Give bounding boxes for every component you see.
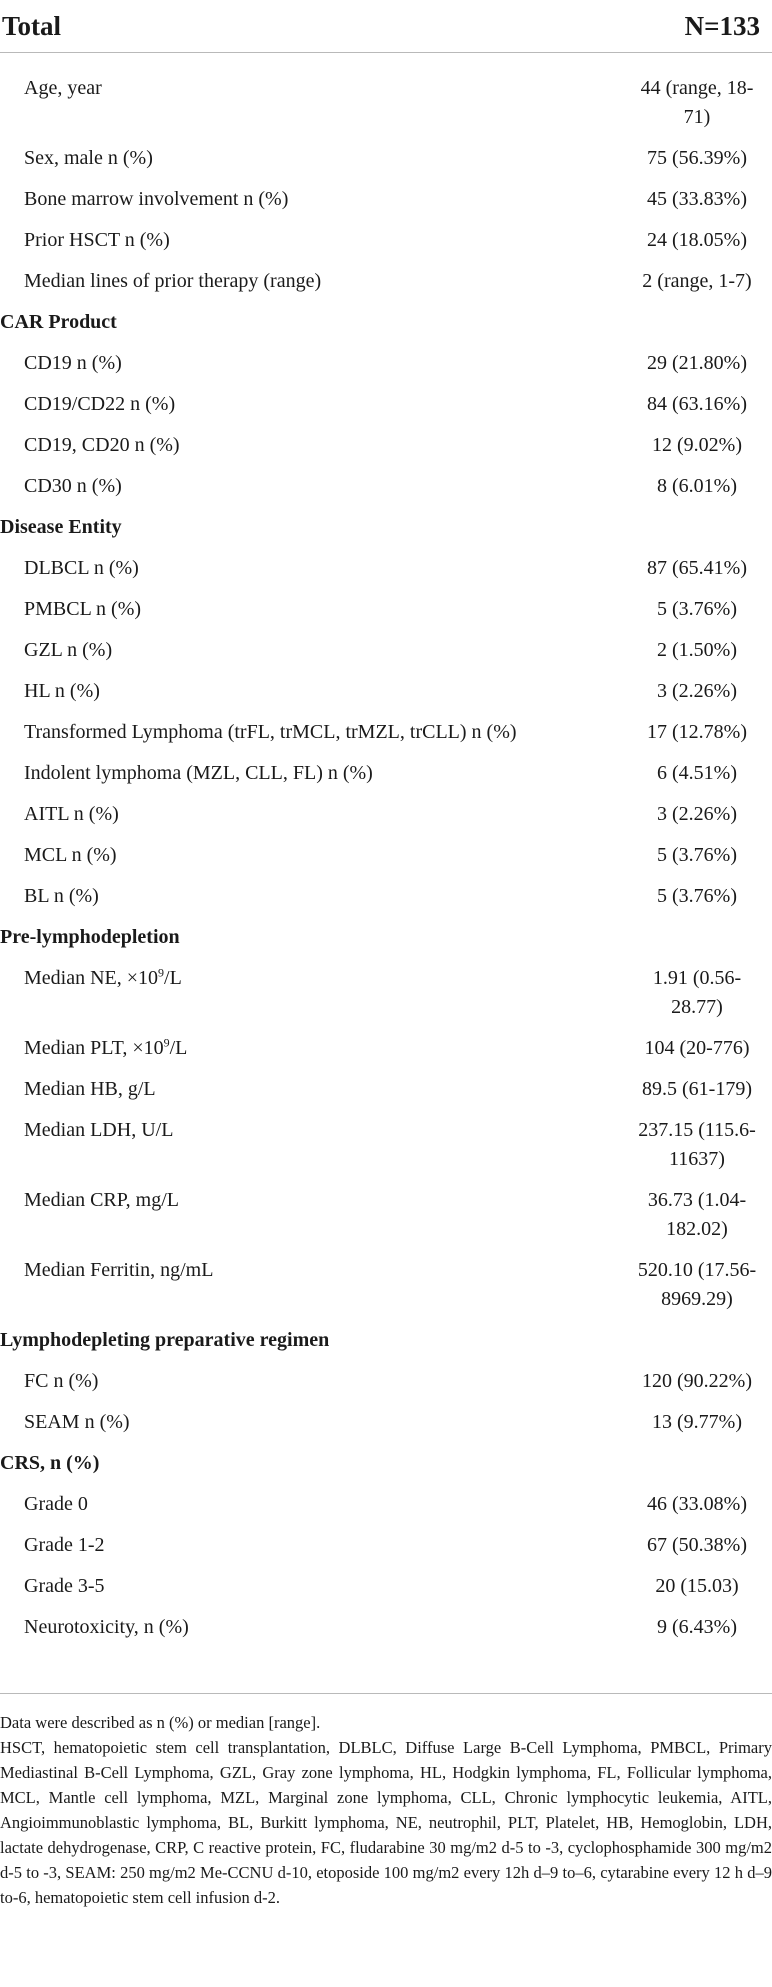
row-label: Median Ferritin, ng/mL [24, 1259, 214, 1281]
row-value: 3 (2.26%) [657, 803, 737, 825]
row-value: 9 (6.43%) [657, 1616, 737, 1638]
table-row [0, 343, 772, 384]
row-value: 104 (20-776) [644, 1037, 750, 1059]
row-label: Median PLT, $\times 10^9/L$ [24, 1035, 188, 1059]
row-value: 89.5 (61-179) [642, 1078, 752, 1100]
footnote-note: Data were described as n (%) or median [range]. [0, 1713, 321, 1732]
row-label: HL n (%) [24, 680, 100, 702]
row-label: Neurotoxicity, n (%) [24, 1616, 189, 1638]
table-row [0, 548, 772, 589]
table-row [0, 1607, 772, 1648]
section-heading [0, 507, 772, 548]
row-label: BL n (%) [24, 885, 99, 907]
table-row [0, 1402, 772, 1443]
row-value: 6 (4.51%) [657, 762, 737, 784]
row-label: Age, year [24, 77, 102, 99]
table-row [0, 671, 772, 712]
row-value: 44 (range, 18-71) [640, 77, 754, 128]
table-footnote [0, 1693, 772, 1910]
row-label: Median HB, g/L [24, 1078, 156, 1100]
row-label: Sex, male n (%) [24, 147, 153, 169]
row-value: 13 (9.77%) [652, 1411, 742, 1433]
section-label: Pre-lymphodepletion [0, 926, 180, 948]
header-total: Total [2, 10, 62, 41]
row-value: 12 (9.02%) [652, 434, 742, 456]
row-label: Grade 0 [24, 1493, 88, 1515]
table-row [0, 261, 772, 302]
table-row [0, 138, 772, 179]
table-row [0, 425, 772, 466]
row-value: 24 (18.05%) [647, 229, 747, 251]
table-row [0, 794, 772, 835]
row-value: 87 (65.41%) [647, 557, 747, 579]
table-row [0, 1484, 772, 1525]
section-heading [0, 917, 772, 958]
row-value: 2 (range, 1-7) [642, 270, 752, 292]
row-label: Transformed Lymphoma (trFL, trMCL, trMZL, trCLL) n (%) [24, 721, 517, 743]
table-row [0, 1250, 772, 1320]
row-value: 8 (6.01%) [657, 475, 737, 497]
row-label: Indolent lymphoma (MZL, CLL, FL) n (%) [24, 762, 373, 784]
table-row [0, 753, 772, 794]
table-row [0, 1361, 772, 1402]
row-label: CD30 n (%) [24, 475, 122, 497]
section-label: CAR Product [0, 311, 117, 333]
table-header [0, 0, 772, 53]
section-heading [0, 1443, 772, 1484]
row-value: 45 (33.83%) [647, 188, 747, 210]
table-row [0, 1525, 772, 1566]
row-label: GZL n (%) [24, 639, 113, 661]
section-label: CRS, n (%) [0, 1452, 100, 1474]
row-value: 2 (1.50%) [657, 639, 737, 661]
row-label: DLBCL n (%) [24, 557, 139, 579]
row-value: 46 (33.08%) [647, 1493, 747, 1515]
row-label: Grade 1-2 [24, 1534, 105, 1556]
table-row [0, 384, 772, 425]
row-value: 17 (12.78%) [647, 721, 747, 743]
row-value: 29 (21.80%) [647, 352, 747, 374]
table-body [0, 53, 772, 1648]
row-value: 75 (56.39%) [647, 147, 747, 169]
row-value: 1.91 (0.56-28.77) [652, 967, 742, 1018]
table-row [0, 1180, 772, 1250]
table-row [0, 876, 772, 917]
row-label: Median LDH, U/L [24, 1119, 174, 1141]
row-label: Median NE, $\times 10^9/L$ [24, 965, 182, 989]
table-row [0, 630, 772, 671]
row-value: 67 (50.38%) [647, 1534, 747, 1556]
table-row [0, 835, 772, 876]
table-row [0, 1028, 772, 1069]
row-label: MCL n (%) [24, 844, 117, 866]
table-row [0, 68, 772, 138]
row-value: 20 (15.03) [655, 1575, 739, 1597]
row-value: 3 (2.26%) [657, 680, 737, 702]
row-value: 5 (3.76%) [657, 885, 737, 907]
row-label: Median CRP, mg/L [24, 1189, 180, 1211]
row-value: 237.15 (115.6-11637) [638, 1119, 756, 1170]
section-heading [0, 1320, 772, 1361]
row-label: CD19/CD22 n (%) [24, 393, 176, 415]
row-label: Median lines of prior therapy (range) [24, 270, 322, 292]
table-row [0, 589, 772, 630]
table-row [0, 958, 772, 1028]
section-heading [0, 302, 772, 343]
row-label: FC n (%) [24, 1370, 99, 1392]
footnote-abbreviations: HSCT, hematopoietic stem cell transplantation, DLBLC, Diffuse Large B-Cell Lymphoma, PMBCL, Primary Mediastinal B-Cell Lymphoma, GZL, Gray zone lymphoma, HL, Hodgkin lymphoma, FL, Follicular lymphoma, MCL, Mantle cell lymphoma, MZL, Marginal zone lymphoma, CLL, Chronic lymphocytic leukemia, AITL, Angioimmunoblastic lymphoma, BL, Burkitt lymphoma, NE, neutrophil, PLT, Platelet, HB, Hemoglobin, LDH, lactate dehydrogenase, CRP, C reactive protein, FC, fludarabine 30 mg/m2 d-5 to -3, cyclophosphamide 300 mg/m2 d-5 to -3, SEAM: 250 mg/m2 Me-CCNU d-10, etoposide 100 mg/m2 every 12h d–9 to–6, cytarabine every 12 h d–9 to-6, hematopoietic stem cell infusion d-2. [0, 1738, 772, 1907]
table-row [0, 466, 772, 507]
row-label: Prior HSCT n (%) [24, 229, 170, 251]
table-row [0, 1069, 772, 1110]
table-row [0, 1110, 772, 1180]
table-row [0, 179, 772, 220]
section-label: Lymphodepleting preparative regimen [0, 1329, 330, 1351]
row-value: 36.73 (1.04-182.02) [647, 1189, 747, 1240]
row-label: PMBCL n (%) [24, 598, 142, 620]
row-label: AITL n (%) [24, 803, 119, 825]
section-label: Disease Entity [0, 516, 122, 538]
row-label: CD19, CD20 n (%) [24, 434, 180, 456]
table-row [0, 712, 772, 753]
row-value: 5 (3.76%) [657, 598, 737, 620]
table-row [0, 1566, 772, 1607]
row-label: SEAM n (%) [24, 1411, 130, 1433]
row-value: 120 (90.22%) [642, 1370, 752, 1392]
row-label: Grade 3-5 [24, 1575, 105, 1597]
row-value: 5 (3.76%) [657, 844, 737, 866]
header-n: N=133 [684, 10, 760, 41]
row-value: 84 (63.16%) [647, 393, 747, 415]
row-label: Bone marrow involvement n (%) [24, 188, 289, 210]
row-value: 520.10 (17.56-8969.29) [637, 1259, 757, 1310]
row-label: CD19 n (%) [24, 352, 122, 374]
table-row [0, 220, 772, 261]
